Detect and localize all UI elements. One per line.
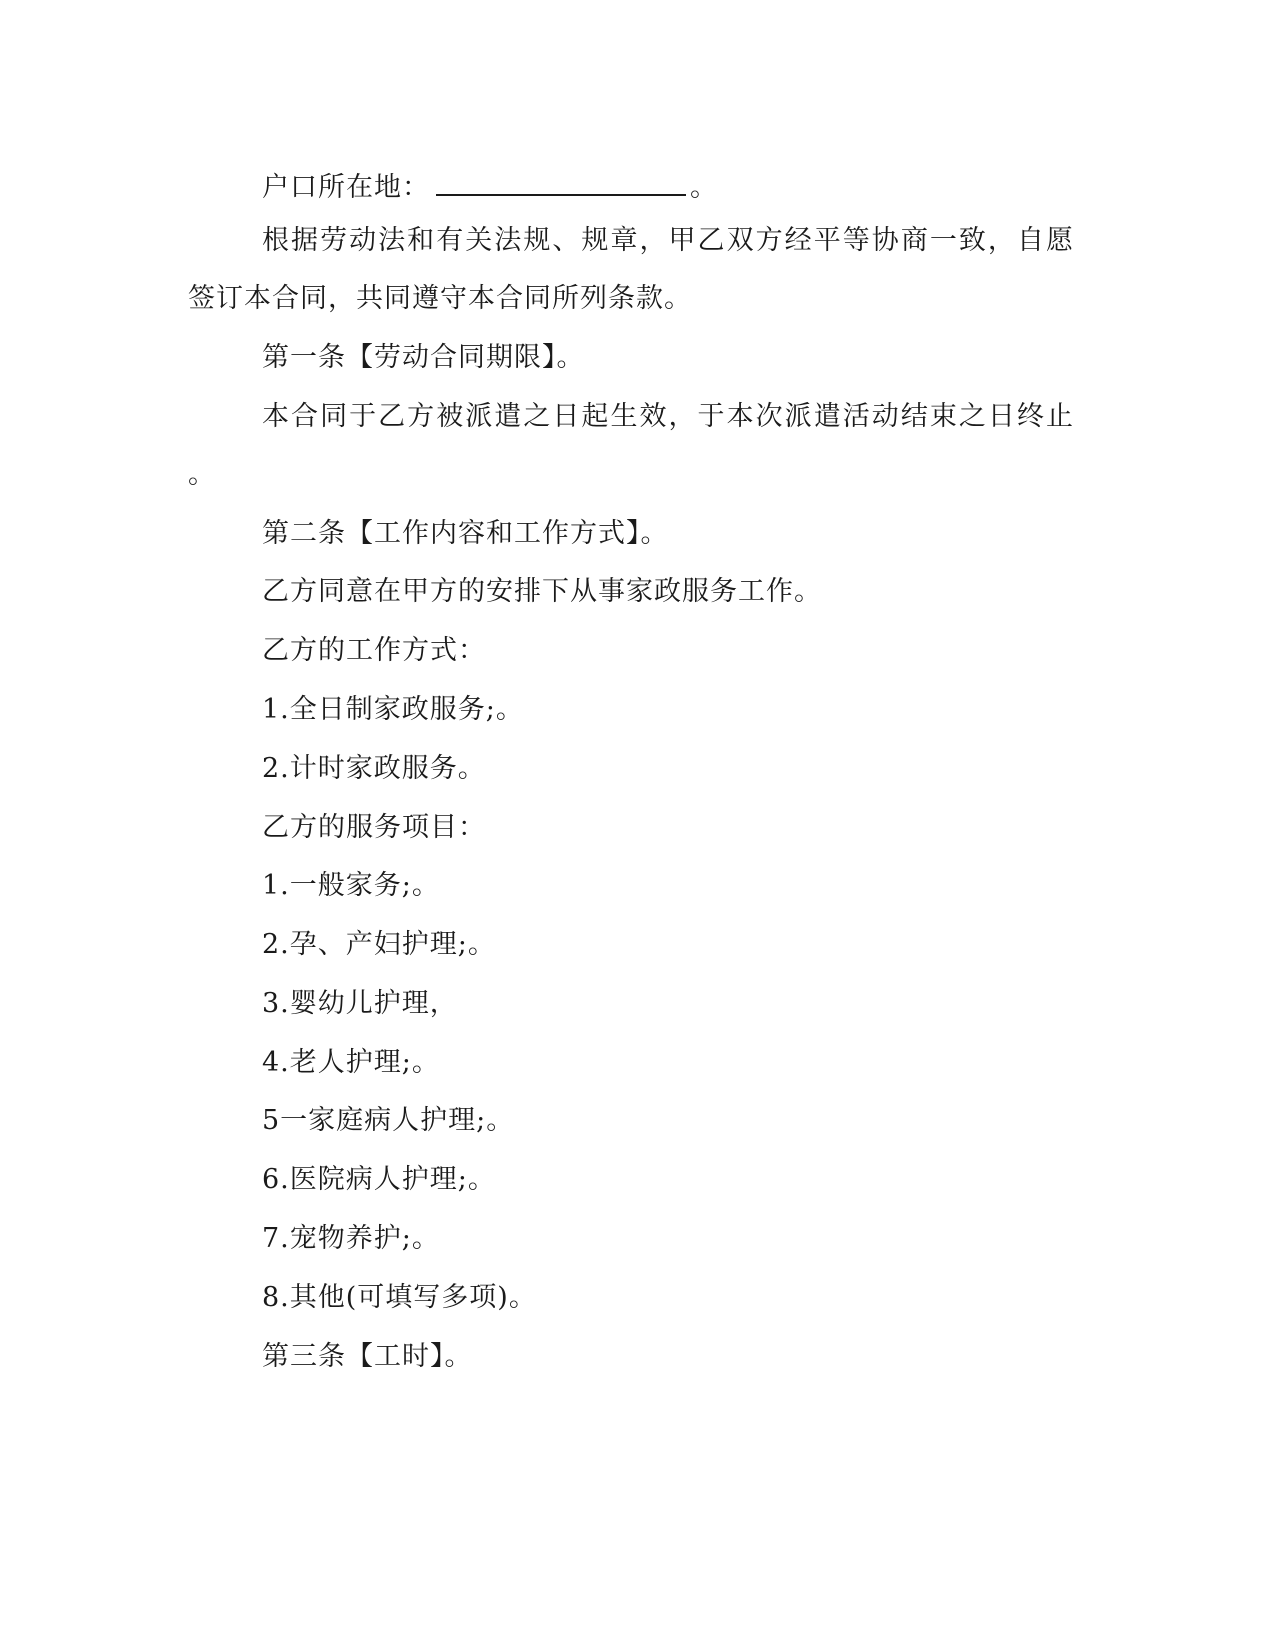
article-2-text: 乙方同意在甲方的安排下从事家政服务工作。 <box>262 576 822 607</box>
service-item-8: 8.其他(可填写多项)。 <box>262 1282 537 1313</box>
service-item-3: 3.婴幼儿护理， <box>262 988 458 1019</box>
service-item-2: 2.孕、产妇护理;。 <box>262 929 496 960</box>
hukou-blank-field <box>436 168 686 196</box>
service-item-4: 4.老人护理;。 <box>262 1047 440 1078</box>
intro-line-1: 根据劳动法和有关法规、规章，甲乙双方经平等协商一致，自愿 <box>262 225 1073 256</box>
hukou-line <box>262 168 718 205</box>
article-1-title: 第一条【劳动合同期限】。 <box>262 342 585 373</box>
hukou-label: 户口所在地： <box>262 172 430 203</box>
article-2-title: 第二条【工作内容和工作方式】。 <box>262 518 669 549</box>
work-mode-item-2: 2.计时家政服务。 <box>262 753 486 784</box>
intro-line-2: 签订本合同，共同遵守本合同所列条款。 <box>188 283 692 314</box>
article-1-line-2: 。 <box>188 459 216 490</box>
service-item-6: 6.医院病人护理;。 <box>262 1164 496 1195</box>
work-mode-heading: 乙方的工作方式： <box>262 635 486 666</box>
article-3-title: 第三条【工时】。 <box>262 1341 473 1372</box>
service-item-7: 7.宠物养护;。 <box>262 1223 440 1254</box>
service-item-1: 1.一般家务;。 <box>262 870 440 901</box>
service-heading: 乙方的服务项目： <box>262 812 486 843</box>
article-1-line-1: 本合同于乙方被派遣之日起生效，于本次派遣活动结束之日终止 <box>262 401 1073 432</box>
service-item-5: 5一家庭病人护理;。 <box>262 1105 515 1136</box>
hukou-suffix: 。 <box>690 172 718 203</box>
work-mode-item-1: 1.全日制家政服务;。 <box>262 694 524 725</box>
